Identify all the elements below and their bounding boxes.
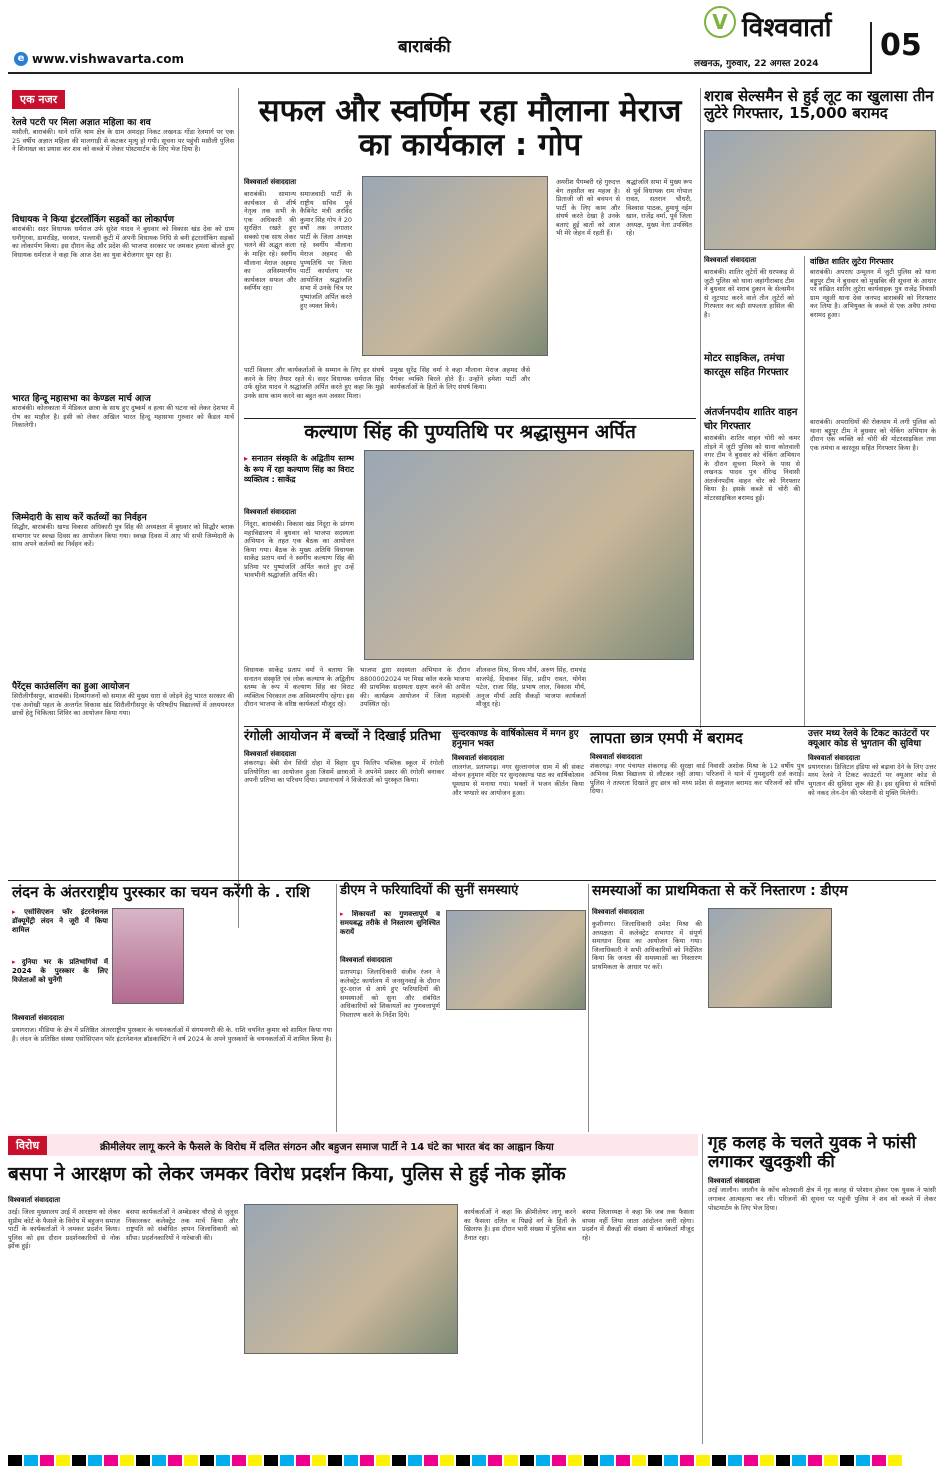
rangoli-body: शंकरगढ़। बेबी सेन सिंधी दोहा में बिहार ग्रुप फिलिप पब्लिक स्कूल में रंगोली प्रतियोगिता का आयोजन हुआ जिसमें छात्राओं ने अपनेमें प्रकार की रंगोली बनाकर अपनी प्रतिभा का परिचय दिया। प्रधानाचार्य ने विजेताओं को पुरस्कृत किया। <box>244 759 444 785</box>
column-divider <box>804 256 805 726</box>
virodh-text: क्रीमीलेयर लागू करने के फैसले के विरोध में दलित संगठन और बहुजन समाज पार्टी ने 14 घंटे का भारत बंद का आह्वान किया <box>100 1142 554 1153</box>
byline: विश्ववार्ता संवाददाता <box>704 256 757 264</box>
item-title: भारत हिन्दू महासभा का केण्डल मार्च आज <box>12 394 151 404</box>
column-divider <box>336 884 337 1132</box>
byline: विश्ववार्ता संवाददाता <box>12 1014 65 1022</box>
samasya-headline: समस्याओं का प्राथमिकता से करें निस्तारण : डीएम <box>592 883 848 899</box>
sundar-story <box>452 730 584 880</box>
bullet-icon: ▸ <box>244 454 252 463</box>
lead-col6: श्रद्धांजलि सभा में मुख्य रूप से पूर्व विधायक राम गोपाल रावत, सतरान चौधरी, विश्वास पाठक, हुमायूं नईम खान, राजेंद्र वर्मा, पूर्व जिला अध्यक्ष, मुख्य नेता उपस्थित रहे। <box>626 178 692 238</box>
divider <box>244 418 696 419</box>
samasya-photo <box>708 908 832 1008</box>
item-title: विधायक ने किया इंटरलॉकिंग सड़कों का लोकार्पण <box>12 215 174 225</box>
row-divider <box>8 880 936 881</box>
byline: विश्ववार्ता संवाददाता <box>808 753 861 762</box>
dm-story <box>340 884 586 1132</box>
byline: विश्ववार्ता संवाददाता <box>8 1196 61 1204</box>
ek-nazar-tag: एक नजर <box>12 90 65 109</box>
column-divider <box>702 1134 703 1444</box>
lead-col4: प्रमुख सुरेंद्र सिंह वर्मा ने कहा मौलाना मेराज अहमद जैसे पैगंबर व्यक्ति बिरले होते हैं। उन्होंने हमेशा पार्टी और कार्यकर्ताओं के हितों के लिए संघर्ष किया। <box>390 366 530 392</box>
rangoli-headline: रंगोली आयोजन में बच्चों ने दिखाई प्रतिभा <box>244 729 441 744</box>
lead-headline: सफल और स्वर्णिम रहा मौलाना मेराज का कार्यकाल : गोप <box>258 93 682 164</box>
sundar-headline: सुन्दरकाण्ड के वार्षिकोत्सव में मगन हुए हनुमान भक्त <box>452 729 579 749</box>
ie-icon: e <box>14 52 28 66</box>
railway-headline: उत्तर मध्य रेलवे के टिकट काउंटरों पर क्यूआर कोड से भुगतान की सुविधा <box>808 729 930 749</box>
london-bullet <box>12 958 108 1010</box>
column-divider <box>238 88 239 928</box>
dm-headline: डीएम ने फरियादियों की सुनीं समस्याएं <box>340 883 519 898</box>
item-body: सिद्धौर, बाराबंकी। खण्ड विकास अधिकारी पुत्र सिंह की अध्यक्षता में बुधवार को सिद्धौर ब्लाक सभागार पर स्वच्छ दिवस का आयोजन किया गया। स्वच्छ दिवस में आए भी सभी जिम्मेदारी के साथ अपने कर्तव्यों का निर्वहन करें। <box>12 523 234 549</box>
header-divider <box>870 22 872 72</box>
bsp-col2: बसपा कार्यकर्ताओं ने अम्बेडकर चौराहे से जुलूस निकालकर कलेक्ट्रेट तक मार्च किया और राष्ट्रपति को संबोधित ज्ञापन जिलाधिकारी को सौंपा। प्रदर्शनकारियों ने नारेबाजी की। <box>126 1208 238 1242</box>
byline: विश्ववार्ता संवाददाता <box>708 1177 761 1186</box>
suicide-body: उरई जालौन। जालौन के कोंच कोतवाली क्षेत्र में गृह कलह से परेशान होकर एक युवक ने फांसी लगाकर आत्महत्या कर ली। परिजनों की सूचना पर पहुंची पुलिस ने शव को कब्जे में लेकर पोस्टमार्टम के लिए भेज दिया। <box>708 1186 936 1212</box>
bullet-text: शिकायतों का गुणवत्तापूर्ण व समयबद्ध तरीके से निस्तारण सुनिश्चित करायें <box>340 910 440 937</box>
bullet-icon: ▸ <box>340 910 352 918</box>
item-title: जिम्मेदारी के साथ करें कर्तव्यों का निर्वहन <box>12 513 147 523</box>
small-body: बाराबंकी। अपराध उन्मूलन में जुटी पुलिस को थाना बड्डूपुर टीम ने बुधवार को मुखबिर की सूचना के आधार पर वांछित शातिर लुटेरा कार्यवाहक पुत्र राजेंद्र निवासी ग्राम नहुली थाना देवा जनपद बाराबंकी को गिरफ्तार कर लिया है। अभियुक्त के कब्जे से एक अवैध तमंचा बरामद हुआ। <box>810 268 936 319</box>
side-top-photo <box>704 130 936 250</box>
small-headline: वांछित शातिर लुटेरा गिरफ्तार <box>810 257 894 266</box>
london-bullet <box>12 908 108 954</box>
header-rule <box>8 72 872 74</box>
item-body: बाराबंकी। सदर विधायक धर्मराज उर्फ सुरेश यादव ने बुधवार को विकास खंड देवा को ग्राम धनौगुरवा, डामरडिह, चरवाल, पल्लावी कुटी में अपनी विधायक निधि से बनी इंटरलॉकिंग सड़कों का लोकार्पण किया। इस दौरान केंद्र और प्रदेश की भाजपा सरकार पर जमकर हमला बोलते हुए विधायक धर्मराज ने कहा कि आज देश का युवा बेरोजगार घूम रहा है। <box>12 225 234 259</box>
byline: विश्ववार्ता संवाददाता <box>590 752 643 761</box>
railway-body: प्रयागराज। डिजिटल इंडिया को बढ़ावा देने के लिए उत्तर मध्य रेलवे ने टिकट काउंटरों पर क्यूआर कोड से भुगतान की सुविधा शुरू की है। इस सुविधा से यात्रियों को नकद लेन-देन की परेशानी से मुक्ति मिलेगी। <box>808 762 936 797</box>
page-number: 05 <box>880 28 922 63</box>
byline: विश्ववार्ता संवाददाता <box>340 956 393 964</box>
lead-col1: बाराबंकी। सामान्य कार्यकाल से शीर्ष नेतृत्व तक सभी के एक अधिकारी की सुरक्षित रखते हुए सबको एक साथ लेकर चलने की अद्भुत कला के माहिर रहे। स्वर्गीय मौलाना मेराज अहमद का अविस्मरणीय कार्यकाल सफल और स्वर्णिम रहा। <box>244 190 296 293</box>
section-title: बाराबंकी <box>398 37 451 57</box>
samasya-body: कुशीनगर। जिलाधिकारी उमेश मिश्रा की अध्यक्षता में कलेक्ट्रेट सभागार में संपूर्ण समाधान दिवस का आयोजन किया गया। जिलाधिकारी ने सभी अधिकारियों को निर्देशित किया कि जनता की समस्याओं का निस्तारण प्राथमिकता के आधार पर करें। <box>592 920 702 971</box>
header <box>0 0 945 80</box>
dm-bullet <box>340 910 440 950</box>
item-body: मसौली, बाराबंकी। थाने राजि श्राम क्षेत्र के ग्राम अमदहा निकट लखनऊ गोंडा रेलमार्ग पर एक 25 वर्षीय अज्ञात महिला की मालगाड़ी से कटकर मृत्यु हो गयी। सूचना पर पहुंची मसौली पुलिस ने शिनाख्त का प्रयास कर शव को कब्जे में लेकर पोस्टमार्टम के लिए भेज दिया है। <box>12 128 234 154</box>
item-title: रेलवे पटरी पर मिला अज्ञात महिला का शव <box>12 118 151 128</box>
kalyan-bullet <box>244 454 354 486</box>
lead-col2: समाजवादी पार्टी के राष्ट्रीय सचिव पूर्व कैबिनेट मंत्री अरविंद कुमार सिंह गोप ने 20 वर्षों तक लगातार पार्टी के जिला अध्यक्ष रहे स्वर्गीय मौलाना मेराज अहमद की पुण्यतिथि पर जिला पार्टी कार्यालय पर आयोजित श्रद्धांजलि सभा में उनके चित्र पर पुष्पांजलि अर्पित करते हुए व्यक्त किये। <box>300 190 352 310</box>
small-headline: मोटर साइकिल, तमंचा कारतूस सहित गिरफ्तार <box>704 353 789 378</box>
kalyan-col4: शीलवन्त मिश्र, विनय मौर्य, अरुण सिंह, रामचंद्र वाजपेई, दिवाकर सिंह, प्रदीप रावत, योगेश पटेल, राजा सिंह, प्रभाष लाल, विकास मौर्य, अनुज मौर्या आदि सैकड़ों भाजपा कार्यकर्ता मौजूद रहे। <box>476 666 586 709</box>
bsp-col1: उरई। जिला मुख्यालय उरई में आरक्षण को लेकर सुप्रीम कोर्ट के फैसले के विरोध में बहुजन समाज पार्टी के कार्यकर्ताओं ने जमकर प्रदर्शन किया। पुलिस को इस दौरान प्रदर्शनकारियों से नोक झोंक हुई। <box>8 1208 120 1251</box>
ek-nazar-item <box>12 391 234 504</box>
lead-story <box>244 88 696 418</box>
kalyan-photo <box>364 450 694 660</box>
ek-nazar-item <box>12 510 234 673</box>
side-top-body2: बाराबंकी। शातिर वाहन चोरी को कमर तोड़ने में जुटी पुलिस को थाना कोतवाली नगर टीम ने बुधवार को चेकिंग अभियान के दौरान सूचना मिलने के पास से लखनऊ यादव पुत्र वीरेन्द्र निवासी अंतर्जनपदीय वाहन चोर को गिरफ्तार किया है। इसके कब्जे से चोरी की मोटरसाइकिल बरामद हुई। <box>704 434 800 503</box>
item-body: सिरौलीगौसपुर, बाराबंकी। दिव्यांगजनों को समाज की मुख्य धारा से जोड़ने हेतु भारत सरकार की एक अनोखी पहल के अन्तर्गत विकास खंड सिरौलीगौसपुर के परिषदीय विद्यालयों में अध्ययनरत छात्रों हेतु चिकित्सा शिविर का आयोजन किया गया। <box>12 692 234 718</box>
bsp-story <box>8 1158 698 1444</box>
bullet-icon: ▸ <box>12 908 25 916</box>
bsp-headline: बसपा ने आरक्षण को लेकर जमकर विरोध प्रदर्शन किया, पुलिस से हुई नोक झोंक <box>8 1163 566 1185</box>
ek-nazar-column <box>12 88 234 928</box>
ek-nazar-item <box>12 679 234 892</box>
sundar-body: लालगंज, प्रतापगढ़। नगर सुल्तानगंज धाम में श्री संकट मोचन हनुमान मंदिर पर सुन्दरकाण्ड पाठ का वार्षिकोत्सव धूमधाम से मनाया गया। भक्तों ने भजन कीर्तन किया और भण्डारे का आयोजन हुआ। <box>452 762 584 797</box>
byline: विश्ववार्ता संवाददाता <box>592 908 645 916</box>
ek-nazar-item <box>12 212 234 385</box>
ek-nazar-item <box>12 115 234 206</box>
lapata-story <box>590 730 804 880</box>
london-body: प्रयागराज। मीडिया के क्षेत्र में प्रतिष्ठित अंतरराष्ट्रीय पुरस्कार के चयनकर्ताओं में संगमनगरी की के. राशि चयनित कुमार को शामिल किया गया है। लंदन के प्रतिष्ठित संस्था एसोसिएशन फॉर इंटरनेशनल ब्रॉडकास्टिंग ने वर्ष 2024 के अपने पुरस्कारों के चयनकर्ताओं में शामिल किया है। <box>12 1026 332 1043</box>
bsp-col4: बसपा जिलाध्यक्ष ने कहा कि जब तक फैसला वापस नहीं लिया जाता आंदोलन जारी रहेगा। प्रदर्शन में सैकड़ों की संख्या में कार्यकर्ता मौजूद रहे। <box>582 1208 694 1242</box>
byline: विश्ववार्ता संवाददाता <box>244 508 297 516</box>
bullet-text: दुनिया भर के प्रतिभागियों में 2024 के पुरस्कार के लिए विजेताओं को चुनेंगी <box>12 958 108 985</box>
lead-col5: अमरीश पैगम्बरी रहे गुरुदत्त बेग तहसील का महत्व है। प्रिताजी जी को बचपन से पार्टी के लिए काम और संघर्ष करते देखा है उनके बताएं हुई बातों को आज भी मेरे जेहन में रहती हैं। <box>556 178 620 238</box>
item-body: बाराबंकी। कोलकाता में मेडिकल छात्रा के साथ हुए दुष्कर्म व हत्या की घटना को लेकर देशभर में रोष का माहौल है। इसी को लेकर अखिल भारत हिन्दू महासभा गुरुवार को कैंडल मार्च निकालेगी। <box>12 404 234 430</box>
color-registration-bar <box>8 1452 936 1466</box>
byline: विश्ववार्ता संवाददाता <box>452 753 505 762</box>
dm-body: प्रतापगढ़। जिलाधिकारी संजीव रंजन ने कलेक्ट्रेट कार्यालय में जनसुनवाई के दौरान दूर-दराज से आये हुए फरियादियों की समस्याओं को सुना और संबंधित अधिकारियों को शिकायतों का गुणवत्तापूर्ण निस्तारण करने के निर्देश दिये। <box>340 968 440 1019</box>
kalyan-col2: विधायक साकेंद्र प्रताप वर्मा ने बताया कि सनातन संस्कृति एवं लोक कल्याण के अद्वितीय स्तम्भ के रूप में कल्याण सिंह का विराट व्यक्तित्व चिरकाल तक अविस्मरणीय रहेगा। इस दौरान भाजपा के वरिष्ठ कार्यकर्ता मौजूद रहे। <box>244 666 354 709</box>
bsp-photo <box>244 1204 458 1354</box>
kalyan-headline: कल्याण सिंह की पुण्यतिथि पर श्रद्धासुमन अर्पित <box>304 421 636 443</box>
suicide-headline: गृह कलह के चलते युवक ने फांसी लगाकर खुदकुशी की <box>708 1133 916 1172</box>
paper-name: विश्ववार्ता <box>742 13 832 43</box>
side-top-story <box>704 88 936 728</box>
railway-story <box>808 730 936 880</box>
kalyan-col3: भाजपा द्वारा सदस्यता अभियान के दौरान 8800002024 पर मिस्ड कॉल करके भाजपा की प्राथमिक सदस्यता ग्रहण करने की अपील की। कार्यक्रम आयोजन में जिला महामंत्री उपस्थित रहे। <box>360 666 470 709</box>
column-divider <box>700 88 701 728</box>
website-link[interactable]: www.vishwavarta.com <box>32 52 184 66</box>
kalyan-story <box>244 418 696 726</box>
virodh-tag: विरोध <box>8 1136 47 1155</box>
side-top-subhead: अंतर्जनपदीय शातिर वाहन चोर गिरफ्तार <box>704 407 798 432</box>
logo-icon: V <box>704 6 736 38</box>
bullet-icon: ▸ <box>12 958 22 966</box>
lead-col3: पार्टी विस्तार और कार्यकर्ताओं के सम्मान के लिए हर संघर्ष करने के लिए तैयार रहते थे। सदर विधायक धर्मराज सिंह उर्फ सुरेश यादव ने श्रद्धांजलि अर्पित करते हुए कहा कि मुझे उनके साथ काम करने का बहुत कम अवसर मिला। <box>244 366 384 400</box>
lead-photo <box>362 176 548 356</box>
rangoli-story <box>244 730 444 880</box>
row-divider <box>244 726 936 727</box>
column-divider <box>588 884 589 1132</box>
lapata-headline: लापता छात्र एमपी में बरामद <box>590 729 743 747</box>
item-title: पैरेंट्स काउंसलिंग का हुआ आयोजन <box>12 682 130 692</box>
virodh-strip <box>8 1134 698 1156</box>
side-top-body: बाराबंकी। शातिर लुटेरों की धरपकड़ से जुटी पुलिस को थाना जहांगीराबाद टीम ने बुधवार को शराब दुकान के सेल्समैन से लूटपाट करने वाले तीन लुटेरों को गिरफ्तार कर बड़ी सफलता हासिल की है। <box>704 268 794 319</box>
bullet-text: एसोसिएशन फॉर इंटरनेशनल डॉक्यूमेंट्री लंदन ने जूरी में किया शामिल <box>12 908 108 935</box>
london-story <box>12 884 332 1132</box>
samasya-story <box>592 884 936 1132</box>
byline: विश्ववार्ता संवाददाता <box>244 178 297 186</box>
bullet-text: सनातन संस्कृति के अद्वितीय स्तम्भ के रूप में रहा कल्याण सिंह का विराट व्यक्तित्व : साकेंद्र <box>244 454 354 485</box>
london-headline: लंदन के अंतरराष्ट्रीय पुरस्कार का चयन करेंगी के . राशि <box>12 883 310 901</box>
dm-photo <box>446 910 586 1010</box>
suicide-story <box>708 1134 936 1444</box>
kalyan-col1: निंदूरा, बाराबंकी। विकास खंड निंदूरा के प्रांगण महाविद्यालय में बुधवार को भाजपा सदस्यता अभियान के तहत एक बैठक का आयोजन किया गया। बैठक के मुख्य अतिथि विधायक साकेंद्र प्रताप वर्मा ने स्वर्गीय कल्याण सिंह की प्रतिमा पर पुष्पांजलि अर्पित करते हुए उन्हें भावभीनी श्रद्धांजलि अर्पित की। <box>244 520 354 580</box>
small-body: बाराबंकी। अपराधियों की रोकथाम में लगी पुलिस को थाना बड्डूपुर टीम ने बुधवार को चेकिंग अभियान के दौरान एक व्यक्ति को चोरी की मोटरसाइकिल तथा एक तमंचा व कारतूस सहित गिरफ्तार किया है। <box>810 418 936 452</box>
london-portrait <box>112 908 184 1004</box>
bsp-col3: कार्यकर्ताओं ने कहा कि क्रीमीलेयर लागू करने का फैसला दलित व पिछड़े वर्ग के हितों के खिलाफ है। इस दौरान भारी संख्या में पुलिस बल तैनात रहा। <box>464 1208 576 1242</box>
lapata-body: शंकरगढ़। नगर पंचायत शंकरगढ़ की सुरक्षा वार्ड निवासी अशोक मिश्रा के 12 वर्षीय पुत्र अभिनव मिश्रा विद्यालय से लौटकर नहीं आया। परिजनों ने थाने में गुमशुदगी दर्ज कराई। पुलिस ने तत्परता दिखाते हुए छात्र को मध्य प्रदेश से सकुशल बरामद कर परिजनों को सौंप दिया। <box>590 761 804 796</box>
byline: विश्ववार्ता संवाददाता <box>244 750 297 759</box>
side-top-headline: शराब सेल्समैन से हुई लूट का खुलासा तीन लुटेरे गिरफ्तार, 15,000 बरामद <box>704 87 934 122</box>
dateline: लखनऊ, गुरुवार, 22 अगस्त 2024 <box>694 59 819 69</box>
